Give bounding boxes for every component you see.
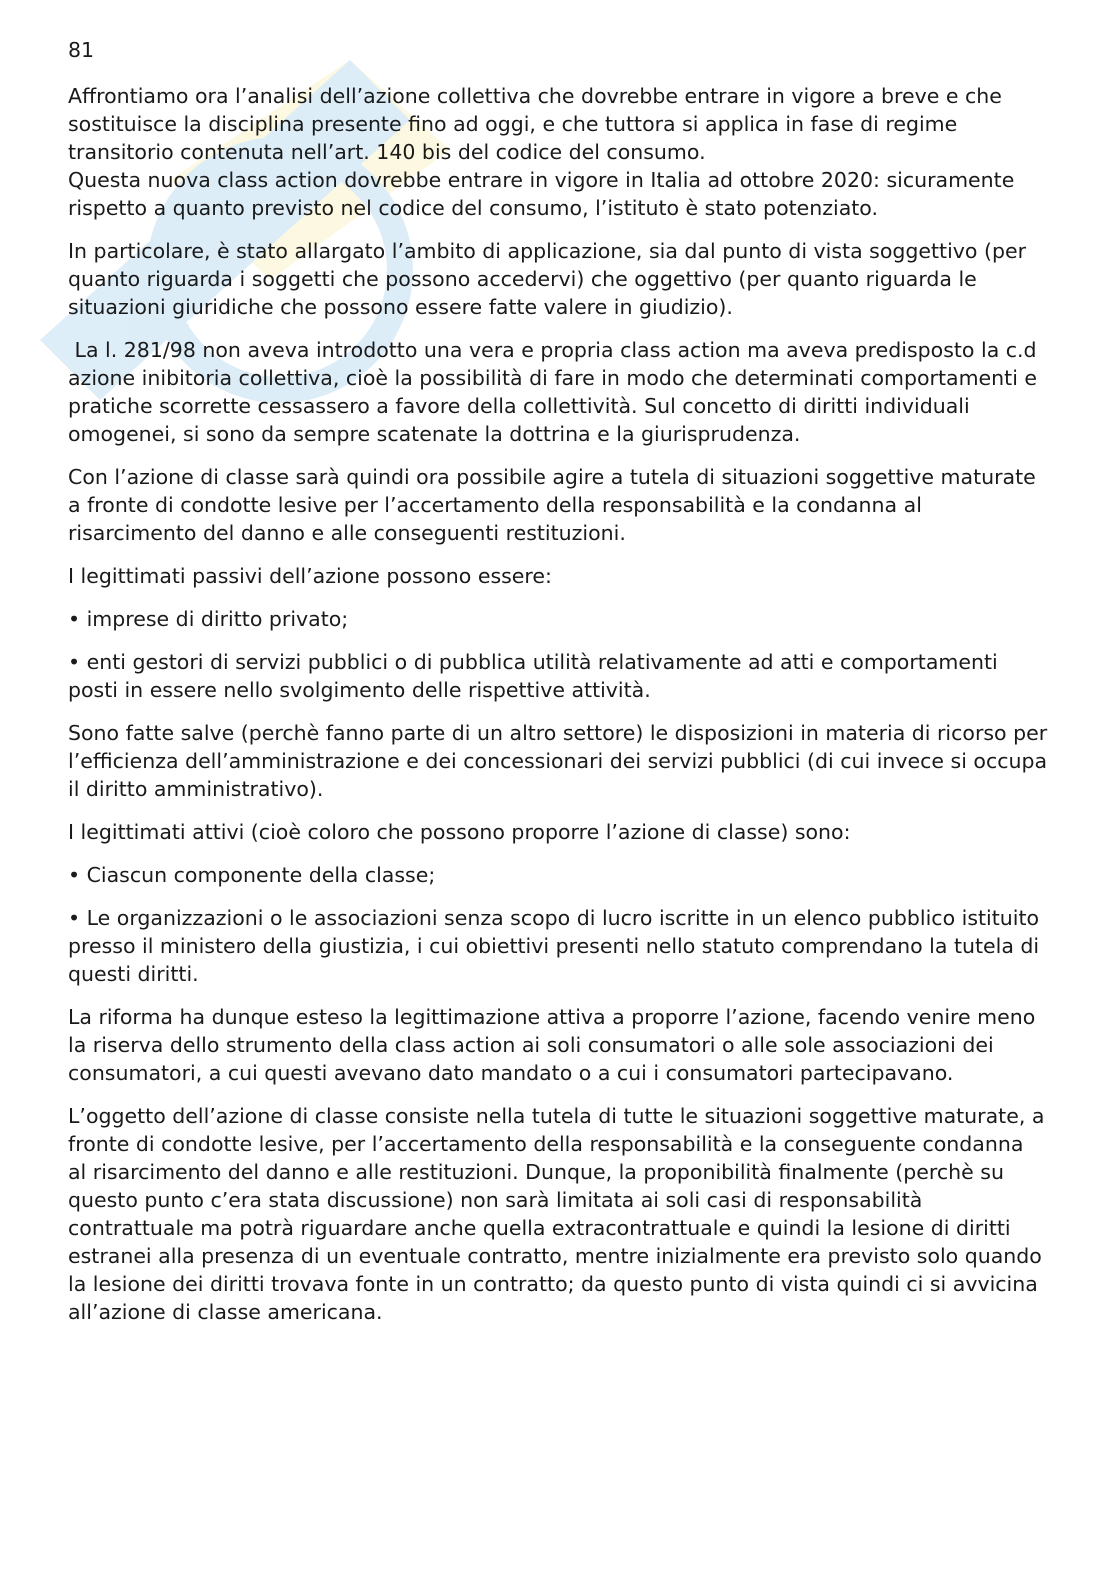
document-page	[68, 36, 1048, 1341]
paragraph-intro: Affrontiamo ora l’analisi dell’azione collettiva che dovrebbe entrare in vigore a breve e che sostituisce la disciplina presente fino ad oggi, e che tuttora si applica in fase di regime transitorio contenuta nell’art. 140 bis del codice del consumo.	[68, 84, 1002, 164]
list-item-private-enterprises: • imprese di diritto privato;	[68, 607, 349, 631]
paragraph-intro-continued: Questa nuova class action dovrebbe entrare in vigore in Italia ad ottobre 2020: sicuramente rispetto a quanto previsto nel codice del consumo, l’istituto è stato potenziato.	[68, 168, 1015, 220]
page-number: 81	[68, 38, 95, 62]
paragraph-exceptions: Sono fatte salve (perchè fanno parte di un altro settore) le disposizioni in materia di ricorso per l’efficienza dell’amministrazione e dei concessionari dei servizi pubblici (di cui invece si occupa il diritto amministrativo).	[68, 721, 1048, 801]
list-item-class-member: • Ciascun componente della classe;	[68, 863, 436, 887]
paragraph-active-parties-heading: I legittimati attivi (cioè coloro che possono proporre l’azione di classe) sono:	[68, 820, 851, 844]
list-item-organizations: • Le organizzazioni o le associazioni senza scopo di lucro iscritte in un elenco pubblico istituito presso il ministero della giustizia, i cui obiettivi presenti nello statuto comprendano la tutela di questi diritti.	[68, 906, 1040, 986]
paragraph-reform: La riforma ha dunque esteso la legittimazione attiva a proporre l’azione, facendo venire meno la riserva dello strumento della class action ai soli consumatori o alle sole associazioni dei consumatori, a cui questi avevano dato mandato o a cui i consumatori partecipavano.	[68, 1005, 1036, 1085]
paragraph-passive-parties-heading: I legittimati passivi dell’azione possono essere:	[68, 564, 552, 588]
list-item-public-service-entities: • enti gestori di servizi pubblici o di pubblica utilità relativamente ad atti e comportamenti posti in essere nello svolgimento delle rispettive attività.	[68, 650, 998, 702]
paragraph-scope: In particolare, è stato allargato l’ambito di applicazione, sia dal punto di vista soggettivo (per quanto riguarda i soggetti che possono accedervi) che oggettivo (per quanto riguarda le situazioni giuridiche che possono essere fatte valere in giudizio).	[68, 239, 1027, 319]
paragraph-law-281-98: La l. 281/98 non aveva introdotto una vera e propria class action ma aveva predisposto la c.d azione inibitoria collettiva, cioè la possibilità di fare in modo che determinati comportamenti e pratiche scorrette cessassero a favore della collettività. Sul concetto di diritti individuali omogenei, si sono da sempre scatenate la dottrina e la giurisprudenza.	[68, 338, 1044, 446]
paragraph-class-action: Con l’azione di classe sarà quindi ora possibile agire a tutela di situazioni soggettive maturate a fronte di condotte lesive per l’accertamento della responsabilità e la condanna al risarcimento del danno e alle conseguenti restituzioni.	[68, 465, 1036, 545]
paragraph-object: L’oggetto dell’azione di classe consiste nella tutela di tutte le situazioni soggettive maturate, a fronte di condotte lesive, per l’accertamento della responsabilità e la conseguente condanna al risarcimento del danno e alle restituzioni. Dunque, la proponibilità finalmente (perchè su questo punto c’era stata discussione) non sarà limitata ai soli casi di responsabilità contrattuale ma potrà riguardare anche quella extracontrattuale e quindi la lesione di diritti estranei alla presenza di un eventuale contratto, mentre inizialmente era previsto solo quando la lesione dei diritti trovava fonte in un contratto; da questo punto di vista quindi ci si avvicina all’azione di classe americana.	[68, 1104, 1045, 1324]
